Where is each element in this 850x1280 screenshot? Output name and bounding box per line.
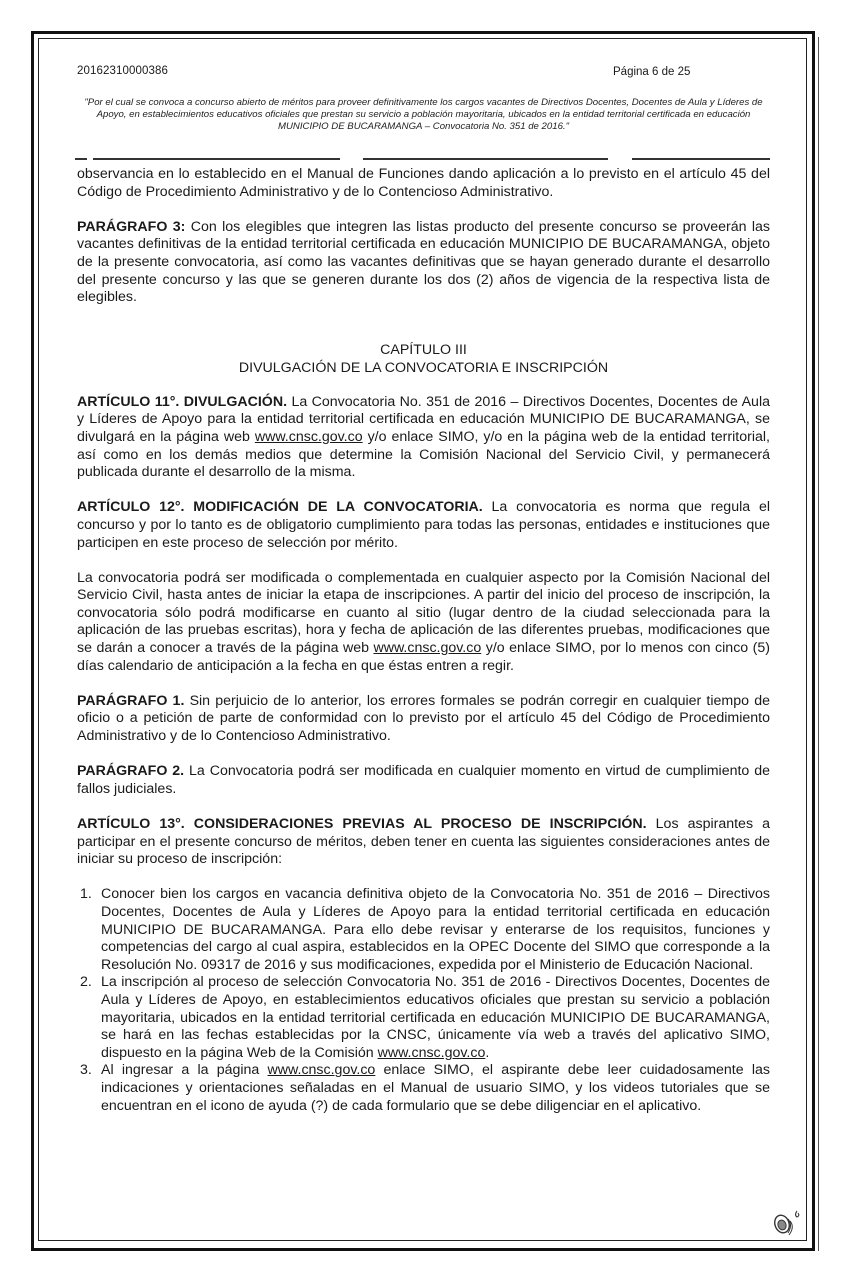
document-body xyxy=(77,166,770,1115)
list-item-text: Conocer bien los cargos en vacancia definitiva objeto de la Convocatoria No. 351 de 2016 – Directivos Docentes, Docentes de Aula y Líderes de Apoyo para la entidad territorial certificada en educación MUNICIPIO DE BUCARAMANGA. Para ello debe revisar y enterarse de los requisitos, funciones y competencias del cargo al cual aspira, establecidos en la OPEC Docente del SIMO que corresponde a la Resolución No. 09317 de 2016 y sus modificaciones, expedida por el Ministerio de Educación Nacional. xyxy=(101,886,770,973)
considerations-list xyxy=(77,886,770,1115)
articulo-11-text-end: y/o enlace SIMO, y/o en la página web de la entidad territorial, así como en los demás medios que determine la Comisión Nacional del Servicio Civil, y permanecerá publicada durante el desarrollo de la misma. xyxy=(77,428,770,481)
chapter-title: DIVULGACIÓN DE LA CONVOCATORIA E INSCRIPCIÓN xyxy=(238,359,609,376)
paragrafo-1-text: Sin perjuicio de lo anterior, los errores formales se podrán corregir en cualquier tiempo de oficio o a petición de parte de conformidad con lo previsto por el artículo 45 del Código de Procedimiento Administrativo y de lo Contencioso Administrativo. xyxy=(77,692,770,745)
chapter-number: CAPÍTULO III xyxy=(380,341,467,358)
page-number: Página 6 de 25 xyxy=(613,66,691,78)
paragrafo-1-label: PARÁGRAFO 1. xyxy=(77,692,185,709)
cnsc-website-link[interactable]: www.cnsc.gov.co xyxy=(254,428,363,445)
document-id: 20162310000386 xyxy=(77,65,168,77)
paragrafo-2-text: La Convocatoria podrá ser modificada en cualquier momento en virtud de cumplimiento de fallos judiciales. xyxy=(77,763,770,797)
articulo-13 xyxy=(77,816,770,869)
articulo-12 xyxy=(77,499,770,552)
handwritten-initials-icon xyxy=(770,1205,804,1239)
paragrafo-2 xyxy=(77,763,770,798)
articulo-12-label: ARTÍCULO 12°. MODIFICACIÓN DE LA CONVOCATORIA. xyxy=(77,499,483,516)
paragrafo-2-label: PARÁGRAFO 2. xyxy=(77,763,185,780)
continuation-paragraph: observancia en lo establecido en el Manual de Funciones dando aplicación a lo previsto en el artículo 45 del Código de Procedimiento Administrativo y de lo Contencioso Administrativo. xyxy=(77,166,770,200)
paragrafo-1 xyxy=(77,693,770,746)
list-item-text: La inscripción al proceso de selección Convocatoria No. 351 de 2016 - Directivos Docentes, Docentes de Aula y Líderes de Apoyo, en establecimientos educativos oficiales que prestan su servicio a población mayoritaria, ubicados en la entidad territorial certificada en educación MUNICIPIO DE BUCARAMANGA, se hará en las fechas establecidas por la CNSC, únicamente vía web a través del aplicativo SIMO, dispuesto en la página Web de la Comisión xyxy=(101,974,770,1061)
articulo-12-paragraph-2 xyxy=(77,570,770,676)
articulo-12-p2-text: La convocatoria podrá ser modificada o complementada en cualquier aspecto por la Comisión Nacional del Servicio Civil, hasta antes de iniciar la etapa de inscripciones. A partir del inicio del proceso de inscripción, la convocatoria sólo podrá modificarse en cuanto al sitio (lugar dentro de la ciudad seleccionada para la aplicación de las pruebas escritas), hora y fecha de aplicación de las diferentes pruebas, modificaciones que se darán a conocer a través de la página web xyxy=(77,569,770,657)
cnsc-website-link[interactable]: www.cnsc.gov.co xyxy=(373,640,482,657)
list-item xyxy=(77,974,770,1062)
articulo-12-p2-text-end: y/o enlace SIMO, por lo menos con cinco (5) días calendario de anticipación a la fecha en que éstas entren a regir. xyxy=(77,640,771,674)
paragrafo-3-label: PARÁGRAFO 3: xyxy=(77,218,186,235)
cnsc-website-link[interactable]: www.cnsc.gov.co xyxy=(377,1044,486,1061)
list-item-number: 3. xyxy=(80,1062,92,1079)
list-item xyxy=(77,886,770,974)
paragrafo-3-text: Con los elegibles que integren las listas producto del presente concurso se proveerán las vacantes definitivas de la entidad territorial certificada en educación MUNICIPIO DE BUCARAMANGA, objeto de la presente convocatoria, así como las vacantes definitivas que se hayan generado durante el desarrollo del presente concurso y las que se generen durante los dos (2) años de vigencia de la respectiva lista de elegibles. xyxy=(77,218,770,306)
cnsc-website-link[interactable]: www.cnsc.gov.co xyxy=(267,1062,376,1079)
list-item xyxy=(77,1062,770,1115)
articulo-13-text: Los aspirantes a participar en el presente concurso de méritos, deben tener en cuenta las siguientes consideraciones antes de iniciar su proceso de inscripción: xyxy=(77,816,770,868)
articulo-11-text: La Convocatoria No. 351 de 2016 – Directivos Docentes, Docentes de Aula y Líderes de Apoyo para la entidad territorial certificada en educación MUNICIPIO DE BUCARAMANGA, se divulgará en la página web xyxy=(77,393,770,445)
header-resolution-quote: "Por el cual se convoca a concurso abierto de méritos para proveer definitivamente los cargos vacantes de Directivos Docentes, Docentes de Aula y Líderes de Apoyo, en establecimientos educativos oficiales que prestan su servicio a población mayoritaria, ubicados en la entidad territorial certificada en educación MUNICIPIO DE BUCARAMANGA – Convocatoria No. 351 de 2016." xyxy=(84,97,763,132)
list-item-number: 1. xyxy=(80,886,92,903)
paragrafo-3 xyxy=(77,219,770,307)
list-item-text: Al ingresar a la página xyxy=(101,1062,268,1079)
articulo-13-label: ARTÍCULO 13°. CONSIDERACIONES PREVIAS AL PROCESO DE INSCRIPCIÓN. xyxy=(77,816,647,832)
articulo-12-text: La convocatoria es norma que regula el concurso y por lo tanto es de obligatorio cumplimiento para todas las personas, entidades e instituciones que participen en este proceso de selección por mérito. xyxy=(77,499,770,551)
list-item-text-end: enlace SIMO, el aspirante debe leer cuidadosamente las indicaciones y orientaciones señaladas en el Manual de usuario SIMO, y los videos tutoriales que se encuentran en el icono de ayuda (?) de cada formulario que se debe diligenciar en el aplicativo. xyxy=(101,1062,770,1114)
articulo-11 xyxy=(77,394,770,482)
list-item-text-end: . xyxy=(485,1044,490,1061)
list-item-number: 2. xyxy=(80,974,92,991)
articulo-11-label: ARTÍCULO 11°. DIVULGACIÓN. xyxy=(77,393,288,410)
chapter-heading xyxy=(77,341,770,377)
header-separator xyxy=(75,158,770,160)
